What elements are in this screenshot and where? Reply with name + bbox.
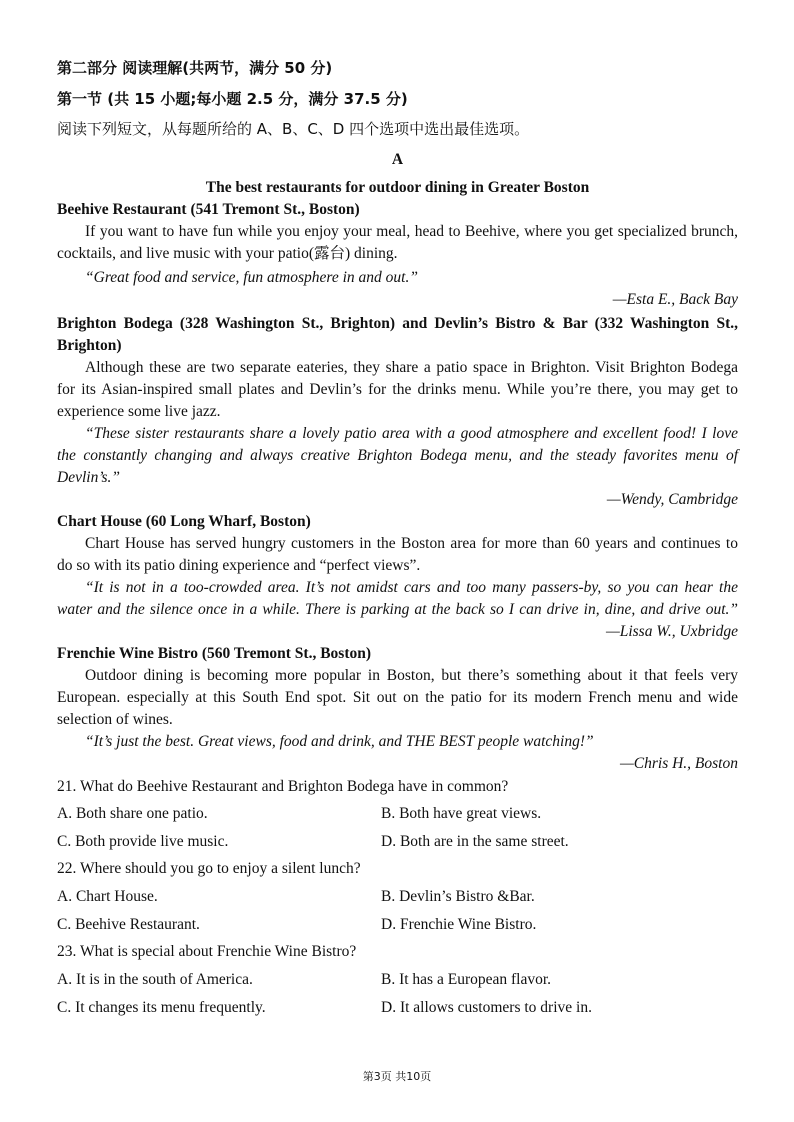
restaurant-name: Brighton Bodega (328 Washington St., Brighton) and Devlin’s Bistro & Bar (332 Washington St., (57, 315, 738, 332)
restaurant-description: for its Asian-inspired small plates and Devlin’s for the drinks menu. While you’re there, you may get to (57, 381, 738, 398)
passage-title: The best restaurants for outdoor dining in Greater Boston (205, 179, 590, 196)
question-stem: 22. Where should you go to enjoy a silent lunch? (57, 860, 361, 877)
question-stem: 21. What do Beehive Restaurant and Brighton Bodega have in common? (57, 778, 509, 795)
review-quote: the constantly changing and always creative Brighton Bodega menu, and the steady favorites menu of (57, 447, 738, 464)
passage-label: A (391, 151, 404, 168)
review-quote: “Great food and service, fun atmosphere in and out.” (85, 269, 418, 286)
restaurant-name: Beehive Restaurant (541 Tremont St., Boston) (57, 201, 360, 218)
answer-option: B. It has a European flavor. (381, 971, 552, 988)
review-quote: “It is not in a too-crowded area. It’s not amidst cars and too many passers-by, so you can hear the (85, 579, 738, 596)
restaurant-description: do so with its patio dining experience and “perfect views”. (57, 557, 421, 574)
review-quote: water and the silence once in a while. There is parking at the back so I can drive in, dine, and drive out.” (57, 601, 738, 618)
restaurant-description: cocktails, and live music with your patio(露台) dining. (57, 245, 398, 262)
review-quote: “These sister restaurants share a lovely patio area with a good atmosphere and excellent food! I love (85, 425, 738, 442)
restaurant-name: Chart House (60 Long Wharf, Boston) (57, 513, 311, 530)
answer-option: C. Beehive Restaurant. (57, 916, 200, 933)
answer-option: B. Both have great views. (381, 805, 542, 822)
answer-option: A. Both share one patio. (57, 805, 208, 822)
answer-option: C. Both provide live music. (57, 833, 229, 850)
review-quote: “It’s just the best. Great views, food and drink, and THE BEST people watching!” (85, 733, 594, 750)
review-author: —Chris H., Boston (620, 755, 738, 772)
restaurant-description: If you want to have fun while you enjoy your meal, head to Beehive, where you get specialized brunch, (85, 223, 738, 240)
section-title: 第一节 (共 15 小题;每小题 2.5 分，满分 37.5 分) (57, 90, 408, 108)
review-author: —Lissa W., Uxbridge (605, 623, 738, 640)
restaurant-description: selection of wines. (57, 711, 173, 728)
part-title: 第二部分 阅读理解(共两节，满分 50 分) (57, 59, 333, 77)
restaurant-name: Brighton) (57, 337, 122, 354)
review-author: —Wendy, Cambridge (606, 491, 738, 508)
answer-option: C. It changes its menu frequently. (57, 999, 266, 1016)
restaurant-description: Although these are two separate eateries, they share a patio space in Brighton. Visit Brighton Bodega (85, 359, 738, 376)
answer-option: B. Devlin’s Bistro &Bar. (381, 888, 535, 905)
restaurant-description: European. especially at this South End spot. Sit out on the patio for its modern French menu and wide (57, 689, 738, 706)
restaurant-description: Outdoor dining is becoming more popular in Boston, but there’s something about it that feels very (85, 667, 738, 684)
answer-option: D. Frenchie Wine Bistro. (381, 916, 537, 933)
answer-option: A. It is in the south of America. (57, 971, 253, 988)
question-stem: 23. What is special about Frenchie Wine Bistro? (57, 943, 357, 960)
restaurant-name: Frenchie Wine Bistro (560 Tremont St., Boston) (57, 645, 372, 662)
answer-option: D. It allows customers to drive in. (381, 999, 592, 1016)
restaurant-description: experience some live jazz. (57, 403, 221, 420)
restaurant-description: Chart House has served hungry customers in the Boston area for more than 60 years and continues to (85, 535, 738, 552)
instructions: 阅读下列短文，从每题所给的 A、B、C、D 四个选项中选出最佳选项。 (57, 120, 530, 138)
review-quote: Devlin’s.” (57, 469, 121, 486)
page-number: 第3页 共10页 (362, 1070, 432, 1083)
answer-option: A. Chart House. (57, 888, 158, 905)
answer-option: D. Both are in the same street. (381, 833, 569, 850)
review-author: —Esta E., Back Bay (612, 291, 738, 308)
